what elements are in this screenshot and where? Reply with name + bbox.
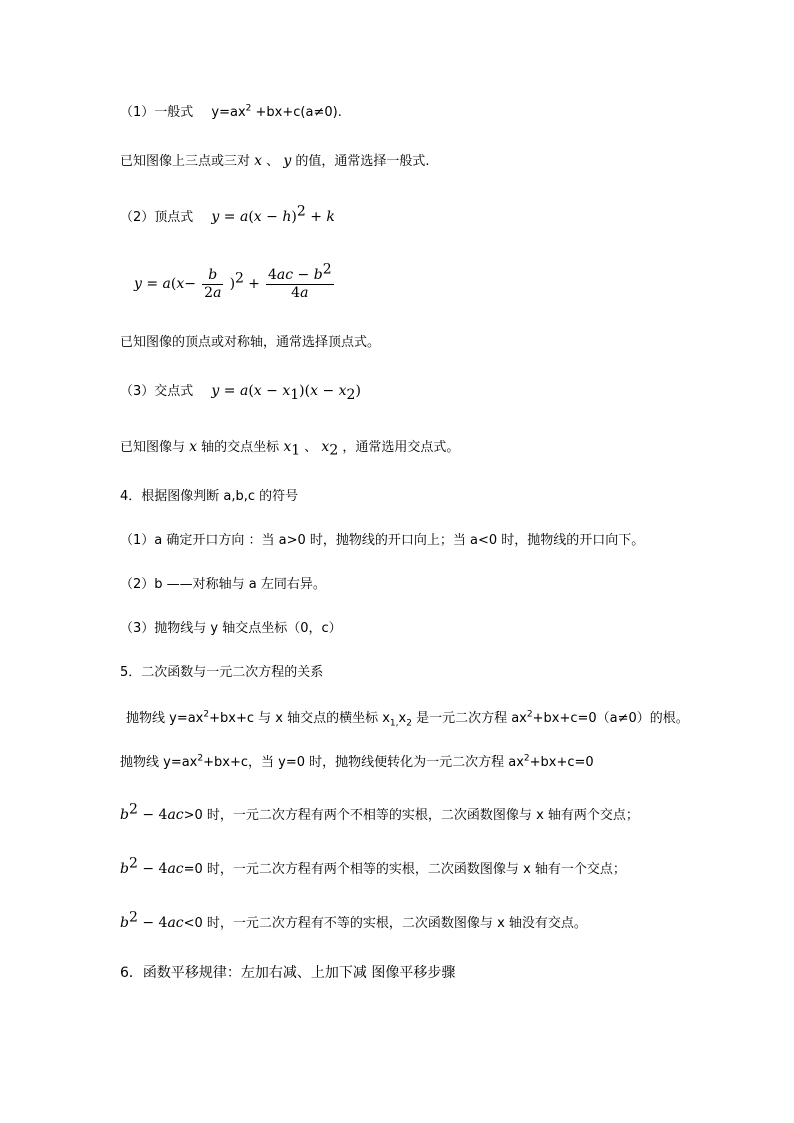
vertex-form-line xyxy=(120,203,335,227)
section-5-heading: 5．二次函数与一元二次方程的关系 xyxy=(120,665,324,680)
discriminant-positive: $b^2 - 4ac>0$ 时，一元二次方程有两个不相等的实根，二次函数图像与 x 轴有两个交点； xyxy=(120,801,639,823)
vertex-form-label: （2）顶点式 xyxy=(120,210,194,225)
intercept-form-label: （3）交点式 xyxy=(120,384,194,399)
discriminant-expr: $b^2 - 4ac$ xyxy=(120,855,184,877)
intercept-form-desc: 已知图像与 x 轴的交点坐标 $x_1$ 、 $x_2$ ，通常选用交点式。 xyxy=(120,439,460,459)
fraction-b-over-2a: $\frac{b}{2a}$ xyxy=(204,267,222,301)
discriminant-expr: $b^2 - 4ac$ xyxy=(120,909,184,931)
vertex-form-formula: $y = a(x - h)^2 + k$ xyxy=(211,203,335,225)
section-4-item-1: （1）a 确定开口方向 ：当 a>0 时，抛物线的开口向上；当 a<0 时，抛物线的开口向下。 xyxy=(120,533,645,548)
general-form-desc: 已知图像上三点或三对 x 、 y 的值，通常选择一般式. xyxy=(120,153,430,169)
general-form-formula: $y=ax^2 +bx+c(a\ne 0)$. xyxy=(211,103,342,120)
vertex-form-desc: 已知图像的顶点或对称轴，通常选择顶点式。 xyxy=(120,335,381,350)
section-4-heading: 4．根据图像判断 a,b,c 的符号 xyxy=(120,489,299,504)
intercept-form-line xyxy=(120,382,361,401)
discriminant-zero: $b^2 - 4ac=0$ 时，一元二次方程有两个相等的实根，二次函数图像与 x 轴有一个交点； xyxy=(120,855,626,877)
general-form-line xyxy=(120,104,342,122)
section-4-item-2: （2）b ——对称轴与 a 左同右异。 xyxy=(120,577,326,592)
general-form-label: （1）一般式 xyxy=(120,105,194,120)
vertex-form-expanded: y = a(x− $\frac{b}{2a}$ )$^2$ + $\frac{4ac - b^2}{4a}$ xyxy=(134,261,332,301)
section-6-heading: 6．函数平移规律：左加右减、上加下减 图像平移步骤 xyxy=(120,965,456,981)
intercept-form-formula: $y = a(x - x_1)(x - x_2)$ xyxy=(211,383,361,403)
discriminant-negative: $b^2 - 4ac<0$ 时，一元二次方程有不等的实根，二次函数图像与 x 轴没有交点。 xyxy=(120,909,587,931)
section-5-roots: 抛物线 $y=ax^2+bx+c$ 与 x 轴交点的横坐标 $x_{1,}x_2$ 是一元二次方程 $ax^2+bx+c=0(a\ne 0)$的根。 xyxy=(126,709,689,729)
fraction-4ac-minus-b2: $\frac{4ac - b^2}{4a}$ xyxy=(267,261,332,301)
section-5-transform: 抛物线 $y=ax^2+bx+c$，当 y=0 时，抛物线便转化为一元二次方程 $ax^2+bx+c=0$ xyxy=(120,753,594,770)
section-4-item-3: （3）抛物线与 y 轴交点坐标（0，c） xyxy=(120,621,342,636)
discriminant-expr: $b^2 - 4ac$ xyxy=(120,801,184,823)
